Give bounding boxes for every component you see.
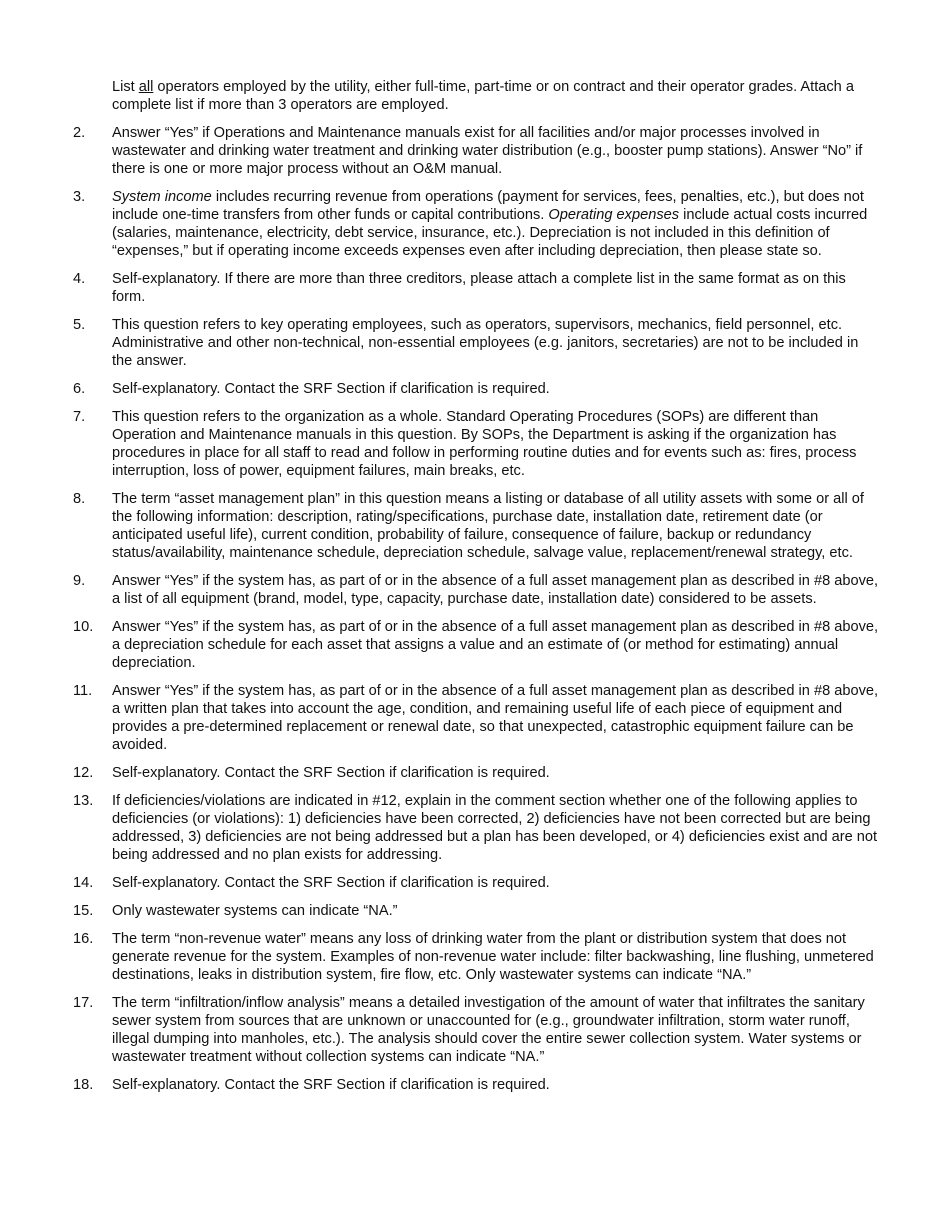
list-item-13: [73, 792, 880, 864]
item-number: 3.: [73, 189, 86, 205]
item-number: 5.: [73, 317, 86, 333]
item-text: Self-explanatory. Contact the SRF Section if clarification is required.: [112, 765, 550, 781]
item-text: Self-explanatory. Contact the SRF Section if clarification is required.: [112, 381, 550, 397]
intro-text-start: List: [112, 79, 139, 95]
item-text: This question refers to key operating employees, such as operators, supervisors, mechanics, field personnel, etc. Administrative and other non-technical, non-essential employees (e.g. janitors, secretaries) are not to be included in the answer.: [112, 317, 859, 369]
item-number: 16.: [73, 931, 94, 947]
item-text: Self-explanatory. Contact the SRF Section if clarification is required.: [112, 875, 550, 891]
item-text-part: include actual costs incurred (salaries, maintenance, electricity, debt service, insurance, etc.). Depreciation is not included in this definition of “expenses,” but if operating income exceeds expenses even after including depreciation, then please state so.: [112, 207, 868, 259]
list-item-10: [73, 618, 880, 672]
item-number: 15.: [73, 903, 94, 919]
list-item-18: [73, 1076, 880, 1094]
list-item-5: [73, 316, 880, 370]
item-text-part: includes recurring revenue from operations (payment for services, fees, penalties, etc.), but does not include one-time transfers from other funds or capital contributions.: [112, 189, 864, 223]
item-text: Answer “Yes” if Operations and Maintenance manuals exist for all facilities and/or major processes involved in wastewater and drinking water treatment and drinking water distribution (e.g., booster pump stations). Answer “No” if there is one or more major process without an O&M manual.: [112, 125, 863, 177]
item-number: 12.: [73, 765, 94, 781]
list-item-2: [73, 124, 880, 178]
list-item-17: [73, 994, 880, 1066]
item-number: 7.: [73, 409, 86, 425]
item-text: [112, 188, 880, 260]
item-number: 6.: [73, 381, 86, 397]
item-number: 4.: [73, 271, 86, 287]
list-item-12: [73, 764, 880, 782]
item-number: 17.: [73, 995, 94, 1011]
term-system-income: System income: [112, 189, 212, 205]
item-number: 8.: [73, 491, 86, 507]
item-text: The term “infiltration/inflow analysis” means a detailed investigation of the amount of water that infiltrates the sanitary sewer system from sources that are unknown or unaccounted for (e.g., groundwater infiltration, storm water runoff, illegal dumping into manholes, etc.). The analysis should cover the entire sewer collection system. Water systems or wastewater treatment without collection systems can indicate “NA.”: [112, 995, 865, 1065]
list-item-15: [73, 902, 880, 920]
intro-text-end: operators employed by the utility, either full-time, part-time or on contract and their operator grades. Attach a complete list if more than 3 operators are employed.: [112, 79, 854, 113]
item-number: 13.: [73, 793, 94, 809]
item-text: The term “non-revenue water” means any loss of drinking water from the plant or distribution system that does not generate revenue for the system. Examples of non-revenue water include: filter backwashing, line flushing, unmetered destinations, leaks in distribution system, fire flow, etc. Only wastewater systems can indicate “NA.”: [112, 931, 874, 983]
list-item-3: [73, 188, 880, 260]
item-number: 9.: [73, 573, 86, 589]
list-item-7: [73, 408, 880, 480]
item-text: This question refers to the organization as a whole. Standard Operating Procedures (SOPs) are different than Operation and Maintenance manuals in this question. By SOPs, the Department is asking if the organization has procedures in place for all staff to read and follow in performing routine duties and for events such as: fires, process interruption, loss of power, equipment failures, main breaks, etc.: [112, 409, 857, 479]
item-number: 10.: [73, 619, 94, 635]
item-text: Only wastewater systems can indicate “NA.”: [112, 903, 398, 919]
list-item-6: [73, 380, 880, 398]
list-item-11: [73, 682, 880, 754]
item-number: 11.: [73, 683, 93, 699]
item-text: Answer “Yes” if the system has, as part of or in the absence of a full asset management plan as described in #8 above, a list of all equipment (brand, model, type, capacity, purchase date, installation date) considered to be assets.: [112, 573, 879, 607]
term-operating-expenses: Operating expenses: [548, 207, 680, 223]
list-item-8: [73, 490, 880, 562]
item-text: Self-explanatory. Contact the SRF Section if clarification is required.: [112, 1077, 550, 1093]
list-item-16: [73, 930, 880, 984]
intro-underlined-word: all: [138, 79, 154, 95]
item-number: 2.: [73, 125, 86, 141]
item-text: Self-explanatory. If there are more than three creditors, please attach a complete list in the same format as on this form.: [112, 271, 846, 305]
intro-paragraph: [112, 78, 880, 114]
list-item-14: [73, 874, 880, 892]
item-number: 18.: [73, 1077, 94, 1093]
list-item-9: [73, 572, 880, 608]
item-text: Answer “Yes” if the system has, as part of or in the absence of a full asset management plan as described in #8 above, a depreciation schedule for each asset that assigns a value and an estimate of (or method for estimating) annual depreciation.: [112, 619, 879, 671]
item-number: 14.: [73, 875, 94, 891]
item-text: The term “asset management plan” in this question means a listing or database of all utility assets with some or all of the following information: description, rating/specifications, purchase date, installation date, retirement date (or anticipated useful life), current condition, probability of failure, consequence of failure, backup or redundancy status/availability, maintenance schedule, depreciation schedule, salvage value, replacement/renewal strategy, etc.: [112, 491, 864, 561]
list-item-4: [73, 270, 880, 306]
item-text: Answer “Yes” if the system has, as part of or in the absence of a full asset management plan as described in #8 above, a written plan that takes into account the age, condition, and remaining useful life of each piece of equipment and provides a pre-determined replacement or renewal date, so that unexpected, catastrophic equipment failure can be avoided.: [112, 683, 879, 753]
item-text: If deficiencies/violations are indicated in #12, explain in the comment section whether one of the following applies to deficiencies (or violations): 1) deficiencies have been corrected, 2) deficiencies have not been corrected but are being addressed, 3) deficiencies are not being addressed but a plan has been developed, or 4) deficiencies exist and are not being addressed and no plan exists for addressing.: [112, 793, 878, 863]
